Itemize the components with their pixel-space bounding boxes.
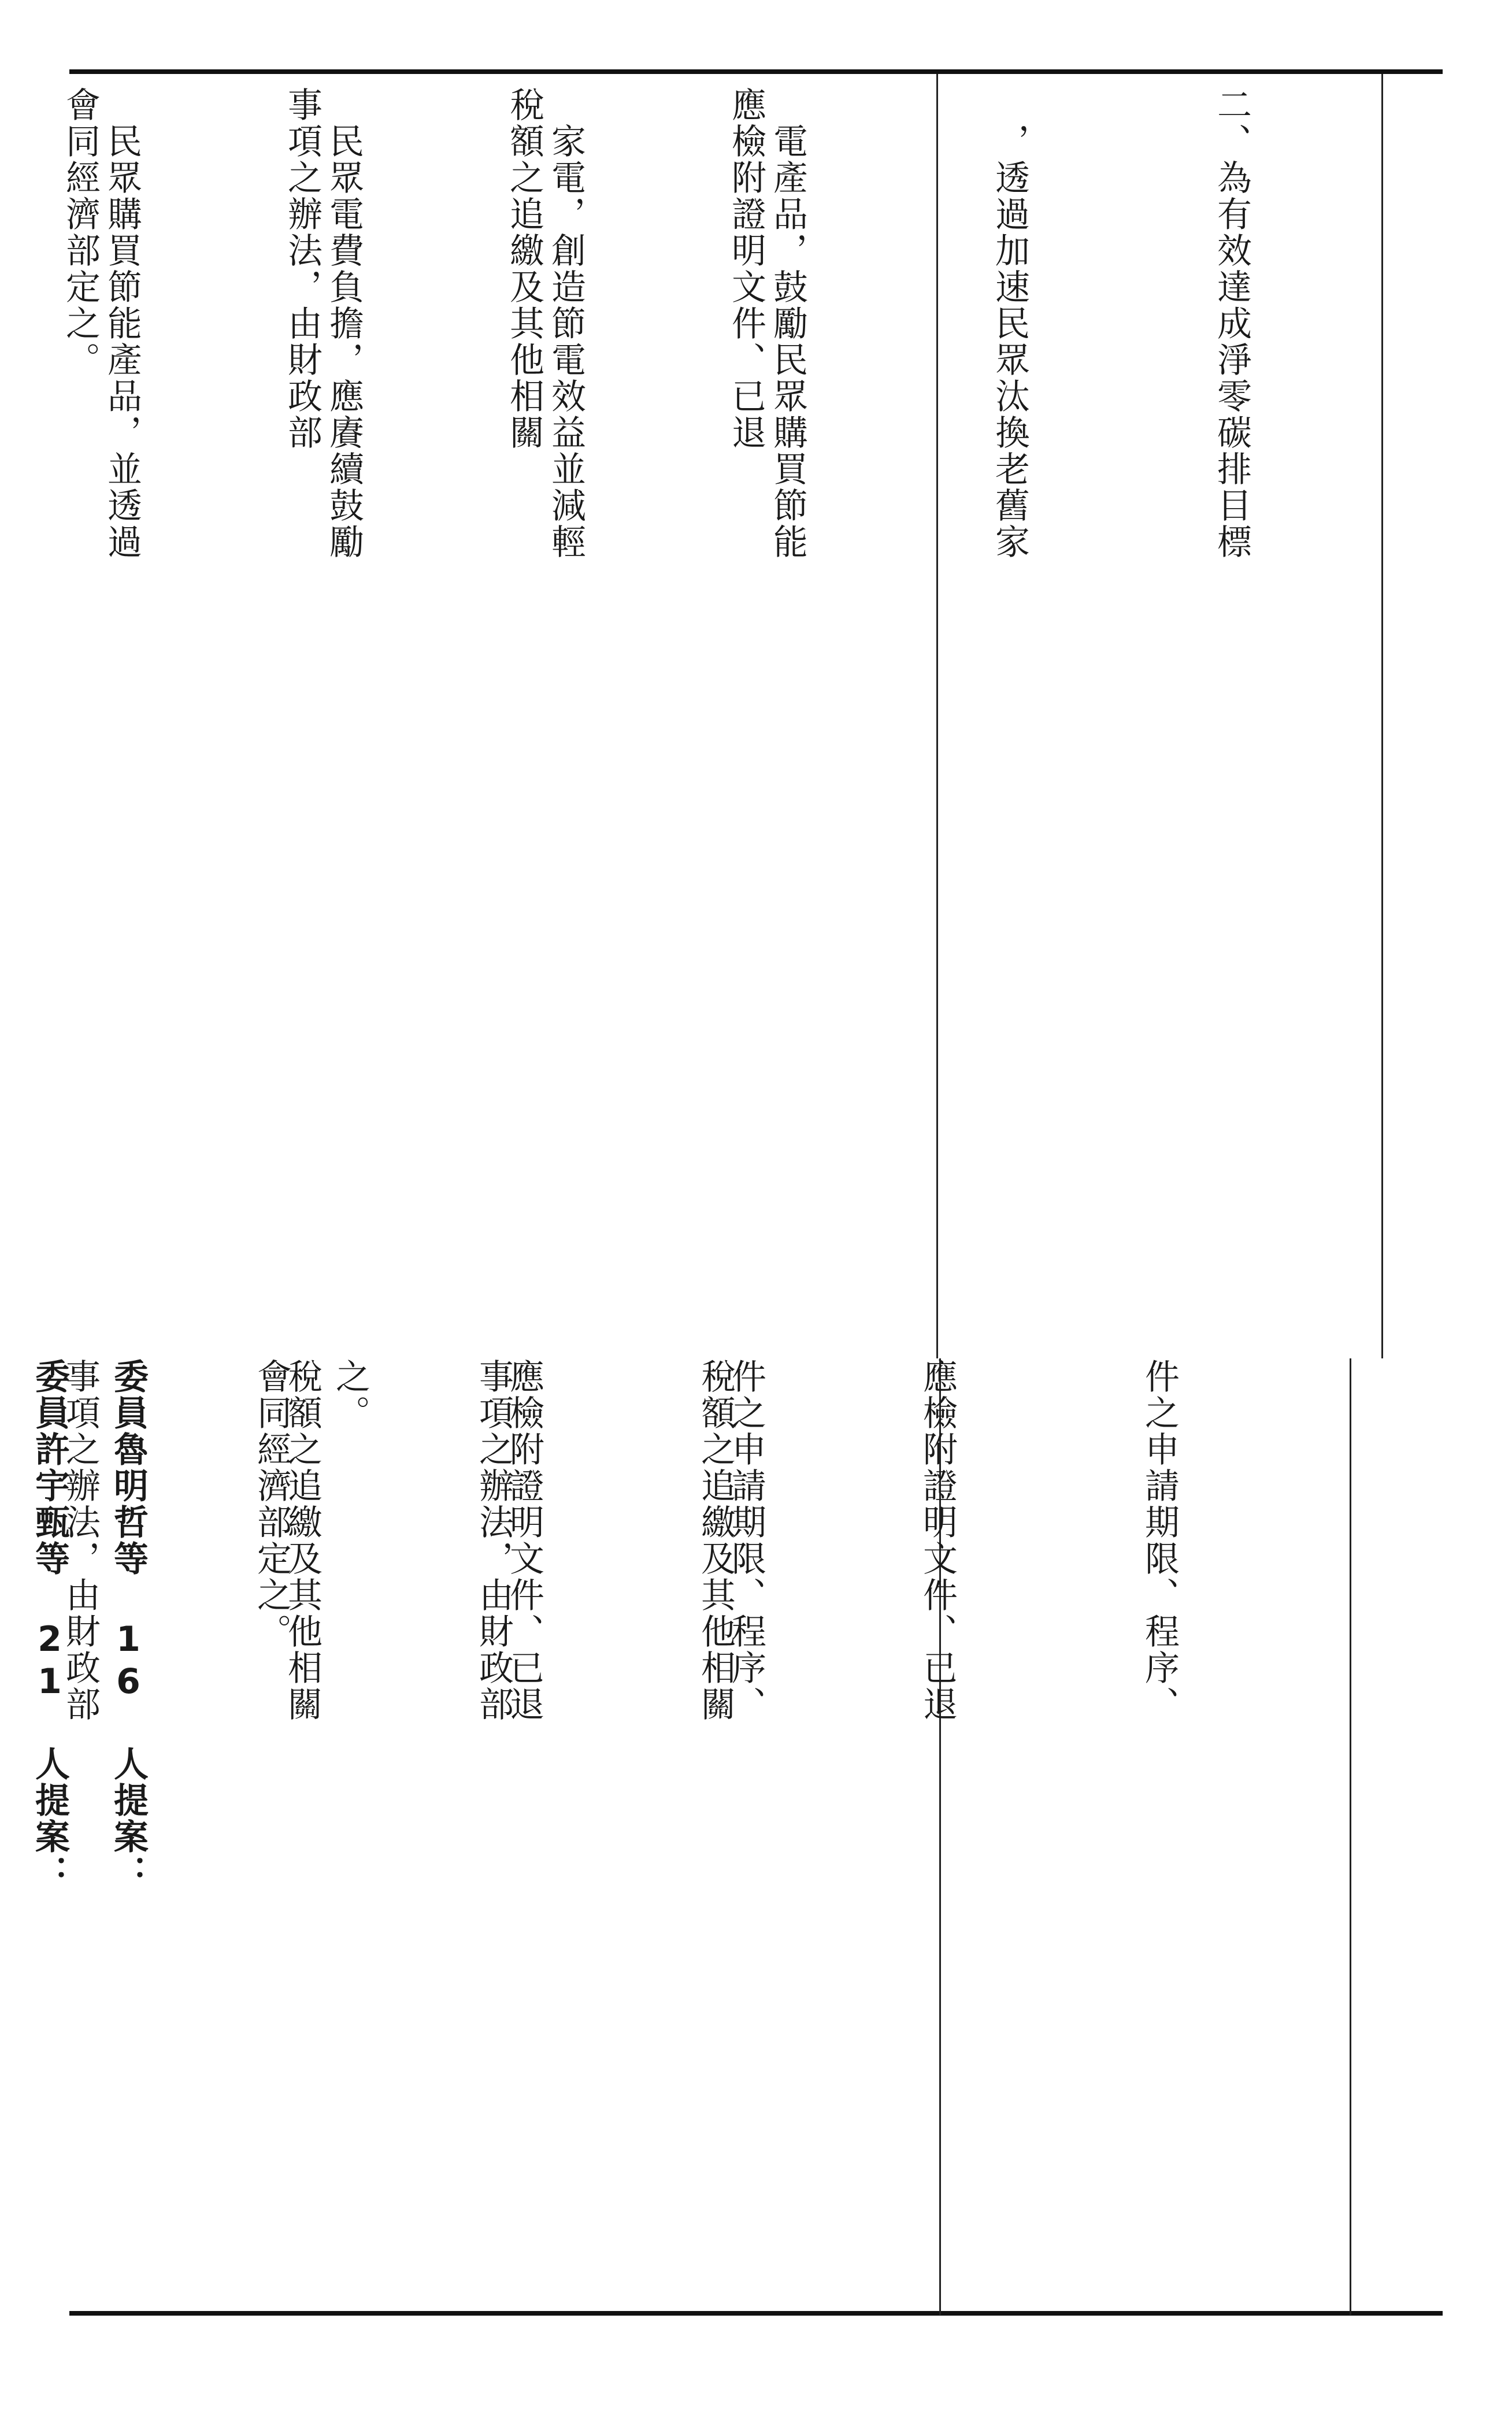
- bottom-rule: [69, 2311, 1443, 2316]
- text-line: 稅額之追繳及其他相關: [282, 1358, 323, 1723]
- text-line: 事項之辦法，由財政部: [473, 1358, 514, 1723]
- proposal-heading: 委員魯明哲等 16 人提案：: [108, 1358, 149, 1891]
- explanation-top-left: [0, 87, 931, 1353]
- text-line: 稅額之追繳及其他相關: [504, 87, 544, 451]
- top-rule: [69, 69, 1443, 74]
- proposal-lu-mingzhe-article: [0, 1358, 535, 2301]
- text-line: 應檢附證明文件、已退: [726, 87, 766, 451]
- text-line: 件之申請期限、程序、: [1139, 1358, 1180, 1723]
- text-line: 家電，創造節電效益並減輕: [546, 87, 586, 560]
- proposal-heading: 委員許宇甄等 21 人提案：: [29, 1358, 70, 1891]
- text-line: 件之申請期限、程序、: [726, 1358, 766, 1723]
- text-line: 稅額之追繳及其他相關: [695, 1358, 736, 1723]
- text-line: 民眾電費負擔，應賡續鼓勵: [324, 87, 364, 560]
- column-divider: [1350, 1358, 1351, 2315]
- text-line: 二、為有效達成淨零碳排目標: [1211, 87, 1252, 560]
- text-line: 民眾購買節能產品，並透過: [102, 87, 142, 560]
- text-line: 應檢附證明文件、已退: [917, 1358, 958, 1723]
- text-line: 之。: [330, 1358, 370, 1431]
- text-line: 會同經濟部定之。: [251, 1358, 292, 1650]
- text-line: 事項之辦法，由財政部: [60, 1358, 101, 1723]
- text-line: 電產品，鼓勵民眾購買節能: [768, 87, 808, 560]
- text-line: 會同經濟部定之。: [60, 87, 101, 378]
- text-line: 事項之辦法，由財政部: [282, 87, 323, 451]
- text-line: 應檢附證明文件、已退: [504, 1358, 544, 1723]
- text-line: ，透過加速民眾汰換老舊家: [990, 87, 1030, 560]
